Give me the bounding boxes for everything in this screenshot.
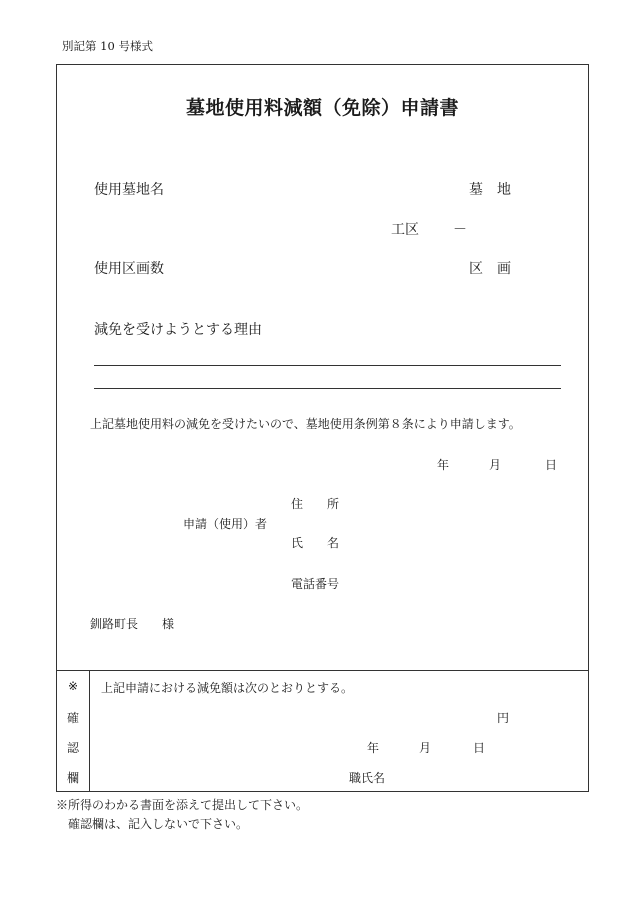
- name-label: 氏 名: [291, 536, 340, 550]
- officer-name-label: 職氏名: [349, 771, 386, 785]
- confirm-year: 年: [367, 741, 380, 755]
- confirmation-char-ran: 欄: [66, 771, 79, 785]
- address-label: 住 所: [291, 497, 340, 511]
- application-statement: 上記墓地使用料の減免を受けたいので、墓地使用条例第８条により申請します。: [90, 417, 521, 431]
- addressee: 釧路町長 様: [90, 617, 175, 631]
- ward-label: 工区: [391, 222, 419, 238]
- note-2: 確認欄は、記入しないで下さい。: [68, 817, 249, 831]
- form-title: 墓地使用料減額（免除）申請書: [185, 97, 459, 119]
- date-month: 月: [489, 458, 502, 472]
- reason-line-2[interactable]: [94, 388, 561, 389]
- phone-label: 電話番号: [291, 577, 340, 591]
- confirmation-divider: [89, 671, 90, 791]
- confirm-day: 日: [473, 741, 486, 755]
- confirmation-char-nin: 認: [66, 741, 79, 755]
- cemetery-name-label: 使用墓地名: [94, 182, 164, 198]
- confirmation-mark: ※: [67, 679, 79, 693]
- applicant-label: 申請（使用）者: [183, 517, 268, 531]
- note-1: ※所得のわかる書面を添えて提出して下さい。: [56, 798, 309, 812]
- form-number-label: 別記第 10 号様式: [62, 39, 153, 53]
- confirmation-text: 上記申請における減免額は次のとおりとする。: [101, 681, 354, 695]
- reason-line-1[interactable]: [94, 365, 561, 366]
- confirmation-box: [56, 670, 589, 792]
- reason-label: 減免を受けようとする理由: [94, 322, 262, 338]
- date-year: 年: [437, 458, 450, 472]
- plot-count-label: 使用区画数: [94, 261, 164, 277]
- plot-suffix: 区 画: [469, 261, 511, 277]
- cemetery-suffix: 墓 地: [469, 182, 511, 198]
- confirm-month: 月: [419, 741, 432, 755]
- amount-yen: 円: [497, 711, 510, 725]
- date-day: 日: [545, 458, 558, 472]
- confirmation-char-kaku: 確: [66, 711, 79, 725]
- application-form-box: [56, 64, 589, 671]
- ward-dash: －: [453, 222, 467, 238]
